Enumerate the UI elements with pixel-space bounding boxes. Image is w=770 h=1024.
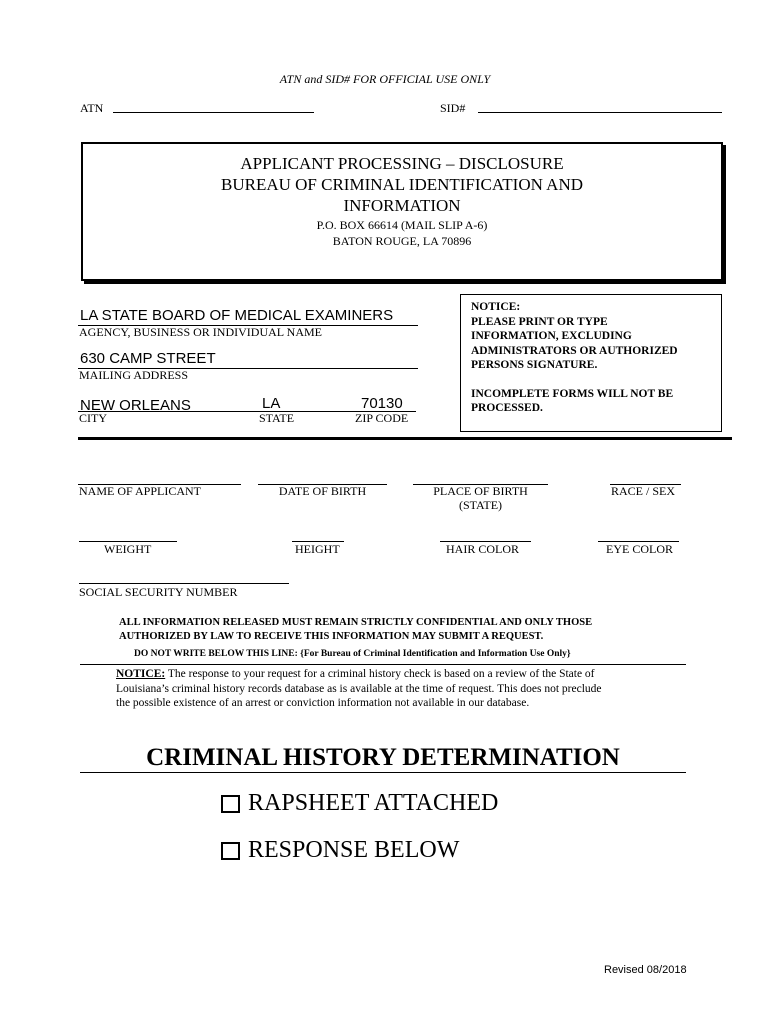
notice-line: INCOMPLETE FORMS WILL NOT BE (471, 387, 674, 400)
agency-name-value: LA STATE BOARD OF MEDICAL EXAMINERS (80, 307, 394, 324)
confidential-line: ALL INFORMATION RELEASED MUST REMAIN STRICTLY CONFIDENTIAL AND ONLY THOSE (119, 617, 593, 628)
place-of-birth-label: PLACE OF BIRTH (433, 484, 528, 498)
ssn-field[interactable] (79, 563, 289, 584)
race-sex-field[interactable] (610, 464, 681, 485)
bureau-city: BATON ROUGE, LA 70896 (332, 234, 472, 248)
notice-line: INFORMATION, EXCLUDING (471, 330, 632, 342)
do-not-write-notice: DO NOT WRITE BELOW THIS LINE: {For Bureau of Criminal Identification and Information Use Only} (134, 649, 571, 659)
revised-date: Revised 08/2018 (604, 964, 687, 976)
response-notice-label: NOTICE: (116, 668, 166, 680)
atn-label: ATN (80, 101, 104, 115)
height-label: HEIGHT (295, 542, 340, 556)
bureau-header-box (81, 142, 723, 281)
determination-title-line (80, 772, 686, 773)
state-label: STATE (259, 411, 295, 425)
mailing-address-value: 630 CAMP STREET (80, 350, 216, 367)
race-sex-label: RACE / SEX (611, 484, 676, 498)
form-title: APPLICANT PROCESSING – DISCLOSURE (240, 154, 564, 173)
applicant-name-label: NAME OF APPLICANT (79, 484, 202, 498)
agency-name-label: AGENCY, BUSINESS OR INDIVIDUAL NAME (79, 325, 323, 339)
determination-title: CRIMINAL HISTORY DETERMINATION (146, 744, 620, 771)
hair-color-label: HAIR COLOR (446, 542, 520, 556)
official-use-heading: ATN and SID# FOR OFFICIAL USE ONLY (279, 72, 491, 86)
response-below-checkbox[interactable] (221, 842, 240, 860)
confidential-line: AUTHORIZED BY LAW TO RECEIVE THIS INFORMATION MAY SUBMIT A REQUEST. (119, 631, 544, 642)
city-value: NEW ORLEANS (80, 397, 191, 414)
response-notice (116, 667, 676, 711)
ssn-label: SOCIAL SECURITY NUMBER (79, 585, 238, 599)
applicant-name-field[interactable] (78, 464, 241, 485)
response-notice-text: the possible existence of an arrest or conviction information not available in our database. (116, 697, 530, 709)
bureau-name-line1: BUREAU OF CRIMINAL IDENTIFICATION AND (220, 175, 584, 194)
zip-label: ZIP CODE (355, 411, 409, 425)
bureau-po-box: P.O. BOX 66614 (MAIL SLIP A-6) (316, 218, 488, 232)
date-of-birth-label: DATE OF BIRTH (278, 484, 367, 498)
hair-color-field[interactable] (440, 521, 531, 542)
eye-color-field[interactable] (598, 521, 679, 542)
height-field[interactable] (292, 521, 344, 542)
weight-field[interactable] (79, 521, 177, 542)
rapsheet-attached-checkbox[interactable] (221, 795, 240, 813)
response-below-label: RESPONSE BELOW (248, 837, 460, 863)
date-of-birth-field[interactable] (258, 464, 387, 485)
zip-value: 70130 (361, 395, 403, 412)
sid-label: SID# (440, 101, 466, 115)
section-divider (78, 437, 732, 440)
response-notice-text: The response to your request for a criminal history check is based on a review of the State of (167, 668, 595, 680)
state-value: LA (262, 395, 281, 412)
mailing-address-label: MAILING ADDRESS (79, 368, 189, 382)
city-label: CITY (79, 411, 107, 425)
place-of-birth-sublabel: (STATE) (458, 498, 503, 512)
notice-line: PLEASE PRINT OR TYPE (471, 315, 608, 328)
rapsheet-attached-label: RAPSHEET ATTACHED (248, 790, 499, 816)
notice-line: ADMINISTRATORS OR AUTHORIZED (471, 344, 678, 357)
do-not-write-line (80, 664, 686, 665)
notice-title: NOTICE: (471, 301, 521, 313)
atn-field[interactable] (113, 92, 314, 113)
place-of-birth-field[interactable] (413, 464, 548, 485)
sid-field[interactable] (478, 92, 722, 113)
response-notice-text: Louisiana’s criminal history records database as is available at the time of request. This does not preclude (116, 682, 602, 695)
notice-box (460, 294, 722, 432)
weight-label: WEIGHT (104, 542, 152, 556)
bureau-name-line2: INFORMATION (343, 196, 461, 215)
notice-line: PROCESSED. (471, 402, 543, 414)
notice-line: PERSONS SIGNATURE. (471, 359, 598, 371)
eye-color-label: EYE COLOR (606, 542, 673, 556)
